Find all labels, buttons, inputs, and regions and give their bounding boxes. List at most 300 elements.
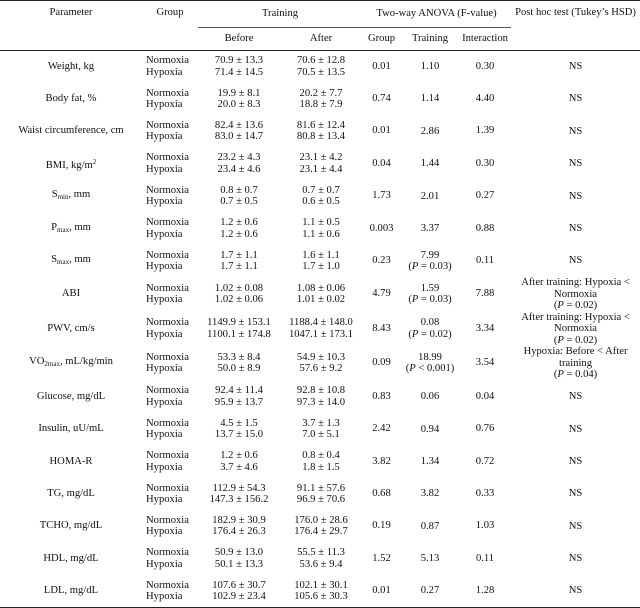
table-row — [0, 277, 640, 312]
before-value: 1100.1 ± 174.8 — [207, 328, 271, 340]
parameter-cell — [0, 510, 142, 542]
group-label: Normoxia — [146, 152, 189, 164]
posthoc-cell — [511, 312, 640, 347]
f-interaction-cell — [459, 446, 511, 478]
group-label: Hypoxia — [146, 396, 183, 408]
f-interaction-value: 0.11 — [475, 255, 495, 267]
after-value: 0.8 ± 0.4 — [302, 450, 340, 462]
parameter-cell — [0, 381, 142, 413]
group-label: Hypoxia — [146, 461, 183, 473]
parameter-name: BMI, kg/m — [45, 159, 93, 171]
f-training-p: (P < 0.001) — [405, 363, 455, 375]
p-symbol: P — [411, 261, 419, 273]
posthoc-cell — [511, 245, 640, 277]
before-value: 0.7 ± 0.5 — [220, 196, 258, 208]
f-interaction-cell — [459, 180, 511, 212]
before-value: 23.4 ± 4.6 — [217, 163, 261, 175]
after-value: 1047.1 ± 173.1 — [288, 328, 354, 340]
group-label: Normoxia — [146, 317, 189, 329]
f-interaction-value: 0.88 — [475, 222, 495, 234]
before-value: 82.4 ± 13.6 — [214, 119, 264, 131]
after-value: 23.1 ± 4.4 — [299, 163, 343, 175]
f-group-cell — [362, 346, 401, 381]
f-training-value: 1.34 — [420, 455, 440, 467]
p-symbol: P — [557, 334, 564, 346]
after-value: 80.8 ± 13.4 — [296, 131, 346, 143]
before-value: 1149.9 ± 153.1 — [207, 317, 271, 329]
after-value: 54.9 ± 10.3 — [296, 351, 346, 363]
f-training-value: 1.44 — [420, 158, 440, 170]
f-interaction-value: 0.27 — [475, 190, 495, 202]
group-cell — [142, 478, 198, 510]
f-training-value: 3.82 — [420, 488, 440, 500]
group-label: Hypoxia — [146, 294, 183, 306]
f-group-cell — [362, 212, 401, 244]
table-body — [0, 51, 640, 608]
after-cell — [280, 543, 362, 575]
before-value: 1.2 ± 0.6 — [220, 228, 258, 240]
before-value: 4.5 ± 1.5 — [220, 417, 258, 429]
parameter-cell — [0, 413, 142, 445]
after-value: 105.6 ± 30.3 — [294, 591, 348, 603]
before-value: 1.2 ± 0.6 — [220, 450, 258, 462]
before-cell — [198, 478, 280, 510]
posthoc-cell — [511, 148, 640, 180]
f-interaction-value: 0.76 — [475, 423, 495, 435]
f-training-value: 3.37 — [420, 222, 440, 234]
after-value: 7.0 ± 5.1 — [302, 429, 340, 441]
after-cell — [280, 212, 362, 244]
posthoc-cell — [511, 51, 640, 83]
f-training-value: 2.01 — [420, 190, 440, 202]
table-row — [0, 543, 640, 575]
header-group: Group — [142, 1, 198, 51]
before-cell — [198, 575, 280, 607]
p-symbol: P — [411, 328, 419, 340]
before-cell — [198, 277, 280, 312]
p-symbol: P — [557, 300, 564, 312]
after-value: 1.1 ± 0.5 — [302, 217, 340, 229]
f-training-value: 2.86 — [420, 125, 440, 137]
table-row — [0, 180, 640, 212]
f-training-cell — [401, 543, 459, 575]
after-value: 70.5 ± 13.5 — [296, 66, 346, 78]
group-label: Hypoxia — [146, 526, 183, 538]
f-group-value: 0.83 — [372, 390, 391, 402]
before-value: 147.3 ± 156.2 — [209, 494, 269, 506]
group-label: Normoxia — [146, 217, 189, 229]
f-group-value: 0.09 — [372, 357, 391, 369]
group-cell — [142, 277, 198, 312]
after-cell — [280, 575, 362, 607]
group-label: Normoxia — [146, 450, 189, 462]
group-label: Hypoxia — [146, 196, 183, 208]
group-cell — [142, 115, 198, 147]
header-before: Before — [224, 33, 254, 44]
f-group-value: 1.73 — [372, 190, 391, 202]
before-value: 13.7 ± 15.0 — [214, 429, 264, 441]
posthoc-result: NS — [568, 488, 583, 500]
f-group-value: 0.01 — [372, 125, 391, 137]
f-group-cell — [362, 478, 401, 510]
header-anova-group: Group — [367, 33, 396, 44]
after-value: 91.1 ± 57.6 — [296, 482, 346, 494]
posthoc-p: (P = 0.02) — [553, 300, 598, 312]
parameter-name: TG, mg/dL — [47, 488, 95, 500]
before-cell — [198, 83, 280, 115]
header-anova-interaction: Interaction — [462, 33, 508, 44]
after-value: 70.6 ± 12.8 — [296, 55, 346, 67]
posthoc-result: NS — [568, 455, 583, 467]
f-training-cell — [401, 575, 459, 607]
before-value: 20.0 ± 8.3 — [217, 99, 261, 111]
parameter-unit: , mm — [69, 254, 91, 266]
before-cell — [198, 413, 280, 445]
f-group-cell — [362, 51, 401, 83]
f-interaction-value: 3.54 — [475, 357, 495, 369]
header-after: After — [309, 33, 333, 44]
after-value: 176.4 ± 29.7 — [294, 526, 348, 538]
table-row — [0, 381, 640, 413]
parameter-name: LDL, mg/dL — [43, 585, 99, 597]
posthoc-cell — [511, 212, 640, 244]
parameter-cell — [0, 51, 142, 83]
f-group-value: 3.82 — [372, 455, 391, 467]
header-posthoc: Post hoc test (Tukey’s HSD) — [511, 1, 640, 51]
group-cell — [142, 51, 198, 83]
f-training-cell — [401, 510, 459, 542]
f-training-value: 1.14 — [420, 93, 440, 105]
table-row — [0, 148, 640, 180]
f-training-value: 1.10 — [420, 61, 440, 73]
before-cell — [198, 543, 280, 575]
table-row — [0, 413, 640, 445]
table-row — [0, 446, 640, 478]
parameter-name: Body fat, % — [45, 93, 97, 105]
group-label: Hypoxia — [146, 494, 183, 506]
after-value: 57.6 ± 9.2 — [299, 363, 343, 375]
f-interaction-value: 7.88 — [475, 288, 495, 300]
before-cell — [198, 148, 280, 180]
group-label: Hypoxia — [146, 261, 183, 273]
after-cell — [280, 83, 362, 115]
after-value: 23.1 ± 4.2 — [299, 152, 343, 164]
f-interaction-cell — [459, 478, 511, 510]
group-label: Hypoxia — [146, 66, 183, 78]
posthoc-p: (P = 0.02) — [553, 334, 598, 346]
group-cell — [142, 83, 198, 115]
f-group-value: 0.04 — [372, 157, 391, 169]
before-cell — [198, 381, 280, 413]
before-value: 83.0 ± 14.7 — [214, 131, 264, 143]
table-row — [0, 510, 640, 542]
group-label: Normoxia — [146, 385, 189, 397]
p-symbol: P — [409, 363, 416, 375]
after-cell — [280, 312, 362, 347]
f-group-cell — [362, 413, 401, 445]
group-label: Normoxia — [146, 282, 189, 294]
before-value: 50.0 ± 8.9 — [217, 363, 261, 375]
table-row — [0, 212, 640, 244]
parameter-name: S — [51, 254, 58, 266]
before-value: 1.7 ± 1.1 — [220, 249, 258, 261]
group-label: Hypoxia — [146, 131, 183, 143]
f-interaction-cell — [459, 312, 511, 347]
f-training-cell — [401, 413, 459, 445]
group-label: Normoxia — [146, 119, 189, 131]
posthoc-cell — [511, 446, 640, 478]
f-interaction-cell — [459, 212, 511, 244]
group-cell — [142, 543, 198, 575]
posthoc-result: After training: Hypoxia < Normoxia — [521, 277, 630, 300]
parameter-cell — [0, 180, 142, 212]
f-training-cell — [401, 346, 459, 381]
group-cell — [142, 245, 198, 277]
f-interaction-value: 0.04 — [475, 390, 495, 402]
f-group-cell — [362, 245, 401, 277]
posthoc-cell — [511, 478, 640, 510]
f-training-cell — [401, 446, 459, 478]
posthoc-result: NS — [568, 125, 583, 137]
f-group-value: 0.68 — [372, 488, 391, 500]
parameter-cell — [0, 212, 142, 244]
parameter-unit: , mm — [68, 189, 91, 201]
after-value: 1188.4 ± 148.0 — [289, 317, 353, 329]
f-group-value: 0.74 — [372, 93, 391, 105]
f-interaction-cell — [459, 51, 511, 83]
before-value: 71.4 ± 14.5 — [214, 66, 264, 78]
parameter-name: P — [51, 221, 58, 233]
parameter-cell — [0, 543, 142, 575]
after-value: 0.7 ± 0.7 — [302, 184, 340, 196]
f-group-cell — [362, 83, 401, 115]
group-label: Hypoxia — [146, 99, 183, 111]
parameter-subscript: max — [57, 258, 70, 267]
group-label: Hypoxia — [146, 363, 183, 375]
group-cell — [142, 212, 198, 244]
before-value: 1.02 ± 0.08 — [214, 282, 264, 294]
group-label: Normoxia — [146, 184, 189, 196]
f-group-value: 1.52 — [372, 552, 391, 564]
posthoc-cell — [511, 381, 640, 413]
f-training-cell — [401, 180, 459, 212]
parameter-name: S — [51, 189, 58, 201]
posthoc-cell — [511, 510, 640, 542]
table-row — [0, 478, 640, 510]
group-cell — [142, 381, 198, 413]
before-value: 70.9 ± 13.3 — [214, 55, 264, 67]
f-group-cell — [362, 381, 401, 413]
f-interaction-cell — [459, 245, 511, 277]
posthoc-result: NS — [568, 553, 583, 565]
f-group-cell — [362, 312, 401, 347]
f-interaction-value: 0.72 — [475, 455, 495, 467]
before-cell — [198, 115, 280, 147]
f-group-cell — [362, 510, 401, 542]
f-interaction-cell — [459, 83, 511, 115]
posthoc-result: NS — [568, 93, 583, 105]
before-value: 19.9 ± 8.1 — [217, 87, 261, 99]
f-training-value: 0.87 — [420, 520, 440, 532]
after-cell — [280, 148, 362, 180]
after-cell — [280, 510, 362, 542]
f-training-value: 7.99 — [420, 249, 440, 261]
after-value: 55.5 ± 11.3 — [297, 547, 345, 559]
f-interaction-cell — [459, 543, 511, 575]
group-cell — [142, 413, 198, 445]
parameter-cell — [0, 446, 142, 478]
parameter-name: PWV, cm/s — [47, 322, 95, 334]
parameter-cell — [0, 245, 142, 277]
after-value: 102.1 ± 30.1 — [294, 579, 348, 591]
before-value: 112.9 ± 54.3 — [212, 482, 266, 494]
before-value: 0.8 ± 0.7 — [220, 184, 258, 196]
parameter-cell — [0, 277, 142, 312]
group-label: Hypoxia — [146, 429, 183, 441]
before-value: 1.02 ± 0.06 — [214, 294, 264, 306]
f-training-p: (P = 0.02) — [408, 328, 452, 340]
f-group-value: 4.79 — [372, 288, 391, 300]
posthoc-result: Hypoxia: Before < After training — [523, 346, 628, 369]
f-interaction-cell — [459, 346, 511, 381]
group-label: Normoxia — [146, 249, 189, 261]
after-value: 1.08 ± 0.06 — [296, 282, 346, 294]
group-label: Normoxia — [146, 514, 189, 526]
group-label: Hypoxia — [146, 328, 183, 340]
after-value: 1.6 ± 1.1 — [302, 249, 340, 261]
group-label: Hypoxia — [146, 591, 183, 603]
posthoc-result: NS — [568, 190, 583, 202]
parameter-cell — [0, 346, 142, 381]
before-cell — [198, 212, 280, 244]
f-training-cell — [401, 115, 459, 147]
parameter-subscript: max — [57, 225, 70, 234]
before-value: 50.9 ± 13.0 — [214, 547, 264, 559]
table-row — [0, 115, 640, 147]
f-group-cell — [362, 575, 401, 607]
f-interaction-value: 1.28 — [475, 585, 495, 597]
group-label: Normoxia — [146, 417, 189, 429]
parameter-unit: , mm — [69, 221, 91, 233]
table-row — [0, 346, 640, 381]
parameter-cell — [0, 115, 142, 147]
before-value: 107.6 ± 30.7 — [212, 579, 266, 591]
before-cell — [198, 51, 280, 83]
table-header — [0, 1, 640, 51]
parameter-subscript: min — [57, 193, 69, 202]
parameter-subscript: 2max — [44, 360, 60, 369]
after-cell — [280, 478, 362, 510]
posthoc-result: NS — [568, 520, 583, 532]
before-value: 95.9 ± 13.7 — [214, 396, 264, 408]
posthoc-cell — [511, 346, 640, 381]
f-training-value: 18.99 — [418, 351, 442, 363]
before-value: 23.2 ± 4.3 — [217, 152, 261, 164]
posthoc-cell — [511, 575, 640, 607]
header-anova: Two-way ANOVA (F-value) — [362, 1, 511, 28]
parameter-cell — [0, 83, 142, 115]
f-interaction-value: 1.03 — [475, 520, 495, 532]
parameter-name: TCHO, mg/dL — [39, 520, 103, 532]
parameter-name: HOMA-R — [49, 455, 93, 467]
f-training-cell — [401, 148, 459, 180]
f-interaction-cell — [459, 115, 511, 147]
f-group-cell — [362, 180, 401, 212]
f-interaction-cell — [459, 413, 511, 445]
after-value: 92.8 ± 10.8 — [296, 385, 346, 397]
f-training-p: (P = 0.03) — [408, 261, 452, 273]
f-group-value: 0.01 — [372, 60, 391, 72]
group-label: Normoxia — [146, 55, 189, 67]
before-cell — [198, 312, 280, 347]
f-training-cell — [401, 51, 459, 83]
after-value: 97.3 ± 14.0 — [296, 396, 346, 408]
parameter-cell — [0, 312, 142, 347]
posthoc-result: NS — [568, 158, 583, 170]
header-anova-training: Training — [411, 33, 449, 44]
posthoc-result: NS — [568, 61, 583, 73]
f-interaction-value: 1.39 — [475, 125, 495, 137]
header-parameter: Parameter — [0, 1, 142, 51]
after-value: 1.1 ± 0.6 — [302, 228, 340, 240]
before-value: 182.9 ± 30.9 — [212, 514, 266, 526]
parameter-name: Waist circumference, cm — [18, 125, 124, 137]
table-row — [0, 575, 640, 607]
group-cell — [142, 446, 198, 478]
f-interaction-cell — [459, 277, 511, 312]
group-label: Hypoxia — [146, 228, 183, 240]
before-cell — [198, 245, 280, 277]
after-cell — [280, 381, 362, 413]
parameter-name: ABI — [61, 288, 81, 300]
before-value: 92.4 ± 11.4 — [215, 385, 263, 397]
after-cell — [280, 180, 362, 212]
posthoc-p: (P = 0.04) — [553, 369, 598, 381]
after-value: 176.0 ± 28.6 — [294, 514, 348, 526]
f-interaction-value: 0.11 — [475, 552, 495, 564]
f-training-p: (P = 0.03) — [408, 294, 452, 306]
posthoc-result: NS — [568, 391, 583, 403]
group-cell — [142, 575, 198, 607]
parameter-name: Insulin, uU/mL — [38, 423, 104, 435]
f-group-value: 2.42 — [372, 423, 391, 435]
parameter-unit: , mL/kg/min — [59, 356, 113, 368]
f-training-value: 1.59 — [420, 282, 440, 294]
group-cell — [142, 312, 198, 347]
f-group-value: 0.003 — [369, 222, 394, 234]
group-label: Normoxia — [146, 482, 189, 494]
f-interaction-value: 0.30 — [475, 157, 495, 169]
posthoc-cell — [511, 83, 640, 115]
before-value: 1.7 ± 1.1 — [220, 261, 258, 273]
after-cell — [280, 413, 362, 445]
f-group-cell — [362, 148, 401, 180]
f-training-cell — [401, 312, 459, 347]
before-cell — [198, 510, 280, 542]
after-value: 3.7 ± 1.3 — [302, 417, 340, 429]
parameter-name: HDL, mg/dL — [43, 552, 99, 564]
p-symbol: P — [557, 369, 564, 381]
f-group-cell — [362, 543, 401, 575]
f-training-value: 0.08 — [420, 317, 440, 329]
f-training-value: 0.27 — [420, 585, 440, 597]
f-group-value: 8.43 — [372, 322, 391, 334]
before-value: 102.9 ± 23.4 — [212, 591, 266, 603]
f-training-cell — [401, 245, 459, 277]
parameter-cell — [0, 148, 142, 180]
after-cell — [280, 51, 362, 83]
posthoc-cell — [511, 413, 640, 445]
